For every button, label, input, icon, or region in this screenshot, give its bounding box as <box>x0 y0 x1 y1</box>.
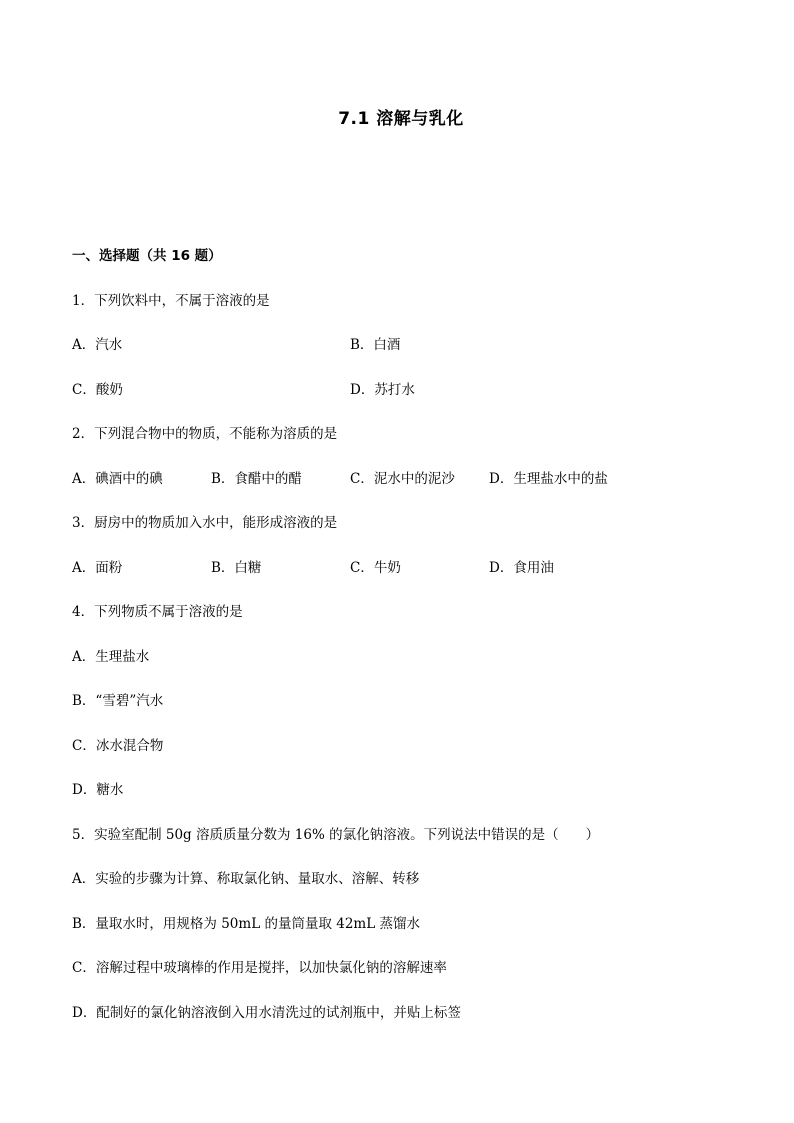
question-4-option-c: C．冰水混合物 <box>72 737 164 754</box>
exercise-content <box>72 244 732 1045</box>
question-5-option-b: B．量取水时，用规格为 50mL 的量筒量取 42mL 蒸馏水 <box>72 915 420 932</box>
section-heading: 一、选择题（共 16 题） <box>72 248 222 264</box>
page-title: 7.1 溶解与乳化 <box>338 109 464 129</box>
question-3-options <box>72 556 732 601</box>
question-2-stem: 2．下列混合物中的物质，不能称为溶质的是 <box>72 426 338 442</box>
question-2-option-d: D．生理盐水中的盐 <box>489 470 608 487</box>
question-1-stem: 1．下列饮料中，不属于溶液的是 <box>72 292 270 309</box>
question-5-option-c: C．溶解过程中玻璃棒的作用是搅拌，以加快氯化钠的溶解速率 <box>72 960 447 976</box>
question-3-option-d: D．食用油 <box>489 559 554 576</box>
question-4-option-a: A．生理盐水 <box>72 648 150 665</box>
question-1-option-d: D．苏打水 <box>350 381 415 398</box>
question-3-stem: 3．厨房中的物质加入水中，能形成溶液的是 <box>72 515 338 531</box>
question-3-option-a: A．面粉 <box>72 559 123 576</box>
question-2-options <box>72 467 732 512</box>
question-5-option-d: D．配制好的氯化钠溶液倒入用水清洗过的试剂瓶中，并贴上标签 <box>72 1004 461 1021</box>
question-2-option-b: B．食醋中的醋 <box>211 470 302 487</box>
question-1-options-row-1 <box>72 333 732 378</box>
question-4-option-b: B．“雪碧”汽水 <box>72 693 164 709</box>
question-4-stem: 4．下列物质不属于溶液的是 <box>72 604 243 620</box>
question-4-option-d: D．糖水 <box>72 782 124 798</box>
question-2-option-a: A．碘酒中的碘 <box>72 470 163 487</box>
question-5-stem: 5．实验室配制 50g 溶质质量分数为 16% 的氯化钠溶液。下列说法中错误的是（ ） <box>72 826 600 843</box>
question-2-option-c: C．泥水中的泥沙 <box>350 470 455 487</box>
question-3-option-c: C．牛奶 <box>350 559 401 576</box>
question-1-option-c: C．酸奶 <box>72 381 123 398</box>
question-5-option-a: A．实验的步骤为计算、称取氯化钠、量取水、溶解、转移 <box>72 871 420 887</box>
question-1-option-a: A．汽水 <box>72 337 123 353</box>
question-1-option-b: B．白酒 <box>350 337 401 353</box>
question-3-option-b: B．白糖 <box>211 559 262 576</box>
question-1-options-row-2 <box>72 378 732 423</box>
